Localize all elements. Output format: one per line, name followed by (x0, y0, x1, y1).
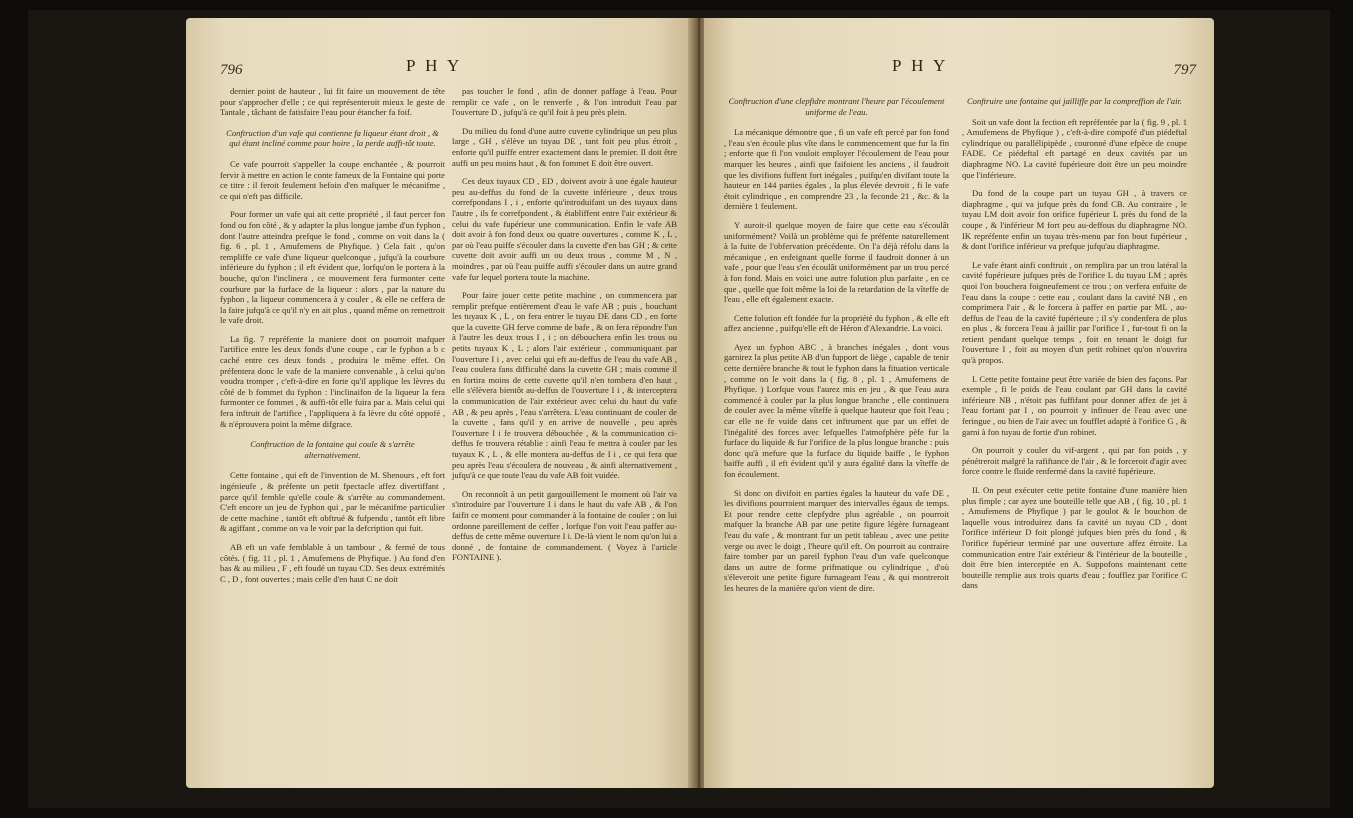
section-heading: Conftruction d'un vafe qui contienne fa liqueur étant droit , & qui étant incliné comme pour boire , la perde auffi-tôt toute. (226, 127, 439, 149)
paragraph: On pourroit y couler du vif-argent , qui par fon poids , y pénétreroit malgré la rafiftance de l'air , & le forceroit d'agir avec force contre le fluide renfermé dans la cavité fupérieure. (962, 445, 1187, 477)
page-number: 797 (1173, 62, 1196, 78)
right-page-column-2 (962, 86, 1187, 599)
paragraph: Soit un vafe dont la fection eft repréfentée par la ( fig. 9 , pl. 1 , Amufemens de Phyfique ) , c'eft-à-dire compofé d'un piédeftal cylindrique ou parallélipipède , couronné d'une efpèce de coupe FADE. Ce piédeftal eft partagé en deux cavités par un diaphragme NO. La cavité fupérieure doit être un peu moindre que l'inférieure. (962, 116, 1187, 180)
paragraph: Du fond de la coupe part un tuyau GH , à travers ce diaphragme , qui va jufque près du fond CB. Au contraire , le tuyau LM doit avoir fon orifice fupérieur L près du fond de la coupe , & l'inférieur M fort peu au-deffous du diaphragme NO. IK repréfente enfin un tuyau très-menu par fon bout fupérieur , & dont l'orifice inférieur va prefque jufqu'au diaphragme. (962, 188, 1187, 252)
paragraph: Pour former un vafe qui ait cette propriété , il faut percer fon fond ou fon côté , & y adapter la plus longue jambe d'un fyphon , dont l'autre atteindra prefque le fond , comme on voit dans la ( fig. 6 , pl. 1 , Amufemens de Phyfique. ) Cela fait , qu'on rempliffe ce vafe d'une liqueur quelconque , jufqu'à la courbure inférieure du fyphon ; il eft évident que, lorfqu'on le portera à la bouche, qu'on l'inclinera , ce mouvement fera furmonter cette courbure par la furface de la liqueur : alors , par la nature du fyphon , la liqueur commencera à y couler , & elle ne ceffera de la faire jufqu'à ce qu'il n'y en ait plus , quand même on remettroit le vafe droit. (220, 209, 445, 326)
paragraph: Cette fontaine , qui eft de l'invention de M. Shenours , eft fort ingénieufe , & préfente un petit fpectacle affez divertiffant , parce qu'il femble qu'elle coule & s'arrête au commandement. C'eft encore un jeu de fyphon qui , par le mécanifme particulier de cette machine , tantôt eft obftrué & fufpendu , tantôt eft libre & agiffant , comme on va le voir par la defcription qui fuit. (220, 470, 445, 534)
left-page-column-1 (220, 86, 445, 592)
paragraph: La mécanique démontre que , fi un vafe eft percé par fon fond , l'eau s'en écoule plus vîte dans le commencement que fur la fin ; enforte que fi l'on vouloit employer l'écoulement de l'eau pour marquer les heures , ainfi que faifoient les anciens , il faudroit que les divifions fuffent fort inégales , puifqu'en divifant toute la hauteur en 144 parties égales , la plus élevée devroit , fi le vafe étoit cylindrique , en comprendre 23 , la feconde 21 , &c. & la dernière 1 feulement. (724, 127, 949, 212)
paragraph: Ces deux tuyaux CD , ED , doivent avoir à une égale hauteur peu au-deffus du fond de la cuvette inférieure , deux trous correfpondans I , i , enforte qu'introduifant un des tuyaux dans l'autre , ils fe correfpondent , & établiffent entre l'air extérieur & celui du vafe fupérieur une communication. Enfin le vafe AB doit avoir à fon fond deux ou quatre ouvertures , comme K , L , par où l'eau puiffe s'écouler dans la cuvette d'en bas GH ; & cette cuvette doit avoir auffi un ou deux trous , comme M , N , moindres , par où l'eau puiffe auffi s'écouler dans un autre grand vafe fur lequel portera toute la machine. (452, 176, 677, 282)
section-heading: Conftruire une fontaine qui jailliffe par la compreffion de l'air. (966, 96, 1183, 106)
paragraph: Pour faire jouer cette petite machine , on commencera par remplir prefque entièrement d'eau le vafe AB ; puis , bouchant les tuyaux K , L , on fera entrer le tuyau DE dans CD , en forte que la cuvette GH ferve comme de bafe , & on fera répondre l'un à l'autre les deux trous I , i ; on débouchera enfin les trous ou petits tuyaux K , L ; alors l'air extérieur , communiquant par l'ouverture I i , avec celui qui eft au-deffus de l'eau du vafe AB , l'eau coulera fans difficulté dans la cuvette GH ; mais comme il en fortira moins de cette cuvette qu'il n'en tombera d'en haut , elle s'élèvera bientôt au-deffus de l'ouverture I i , & interceptera la communication de l'air extérieur avec celui du haut du vafe AB , & peu après , l'eau s'arrêtera. L'eau continuant de couler de la cuvette , fans qu'il y en arrive de nouvelle , peu après l'ouverture I i fe trouvera débouchée , & la communication ci-deffus fe trouvera rétablie : ainfi l'eau fe mettra à couler par les tuyaux K , L , & elle montera au-deffus de I i , ce qui fera que peu après l'eau s'écoulera de nouveau , & ainfi alternativement , jufqu'à ce que toute l'eau du vafe AB foit vuidée. (452, 290, 677, 481)
running-head: P H Y (406, 56, 463, 75)
paragraph: Ce vafe pourroit s'appeller la coupe enchantée , & pourroit fervir à mettre en action le conte fameux de la Fontaine qui porte ce titre : il feroit feulement befoin d'en mafquer le mécanifme , ce qui n'eft pas difficile. (220, 158, 445, 201)
running-head: P H Y (892, 56, 949, 75)
paragraph: Ayez un fyphon ABC , à branches inégales , dont vous garnirez la plus petite AB d'un fupport de liège , capable de tenir cette dernière branche & tout le fyphon dans la fituation verticale , comme on le voit dans la ( fig. 8 , pl. 1 , Amufemens de Phyfique. ) Lorfque vous l'aurez mis en jeu , & que l'eau aura commencé à couler par la plus longue branche , elle continuera de couler avec la même vîteffe à quelque hauteur que foit l'eau ; car elle ne fe vuide dans cet inftrument que par un effet de l'inégalité des forces avec lefquelles l'atmofphère pèfe fur la furface du liquide & fur l'orifice de la plus longue branche : puis donc qu'à mefure que la furface du liquide baiffe , le fyphon baiffe auffi , il eft évident qu'il y aura égalité dans la vîteffe de fon écoulement. (724, 341, 949, 479)
paragraph: Y auroit-il quelque moyen de faire que cette eau s'écoulât uniformément? Voilà un problème qui fe préfente naturellement à la fuite de l'obfervation précédente. On l'a déjà réfolu dans la mécanique , en enfeignant quelle forme il faudroit donner à un vafe , pour que l'eau s'en écoulât uniformément par un trou percé à fon fond. Mais en voici une autre folution plus parfaite , en ce que , quelle que foit même la loi de la retardation de la vîteffe de l'eau , elle eft également exacte. (724, 219, 949, 305)
paragraph: I. Cette petite fontaine peut être variée de bien des façons. Par exemple , fi le poids de l'eau coulant par GH dans la cavité inférieure NB , n'étoit pas fuffifant pour donner affez de jet à l'eau fortant par I , on pourroit y infinuer de l'eau avec une feringue , ou bien de l'air avec un foufflet adapté à l'orifice G , & garni à fon tuyau de fortie d'un robinet. (962, 373, 1187, 437)
section-heading: Conftruction d'une clepfidre montrant l'heure par l'écoulement uniforme de l'eau. (728, 96, 945, 117)
paragraph: Le vafe étant ainfi conftruit , on remplira par un trou latéral la cavité fupérieure jufques près de l'orifice L du tuyau LM ; après quoi l'on bouchera foigneufement ce trou ; on verfera enfuite de l'eau dans la coupe : cette eau , coulant dans la cavité NB , en comprimera l'air , & le forcera à paffer en partie par ML , au-deffus de l'eau de la cavité fupérieure ; il s'y condenfera de plus en plus , & forcera l'eau à jaillir par l'orifice I , fur-tout fi on la retient pendant quelque temps , foit en tenant le doigt fur l'ouverture I , foit au moyen d'un petit robinet qu'on n'ouvrira qu'à propos. (962, 259, 1187, 366)
right-page-header (704, 56, 1214, 80)
left-page-column-2 (452, 86, 677, 571)
paragraph: pas toucher le fond , afin de donner paffage à l'eau. Pour remplir ce vafe , on le renverfe , & l'on introduit l'eau par l'ouverture D , jufqu'à ce qu'il foit à peu près plein. (452, 86, 677, 118)
paragraph: La fig. 7 repréfente la maniere dont on pourroit mafquer l'artifice entre les deux fonds d'une coupe , car le fyphon a b c caché entre ces deux fonds , produira le même effet. On préfentera donc le vafe de la maniere convenable , à celui qu'on voudra tromper , c'eft-à-dire en forte qu'il applique les lèvres du côté de b fommet du fyphon : l'inclinaifon de la liqueur la fera furmonter ce fommet , & auffi-tôt elle fuira par a. Mais celui qui fera inftruit de l'artifice , l'appliquera à fa lèvre du côté oppofé , & n'éprouvera point la même difgrace. (220, 333, 445, 429)
paragraph: II. On peut exécuter cette petite fontaine d'une manière bien plus fimple ; car ayez une bouteille telle que AB , ( fig. 10 , pl. 1 , Amufemens de Phyfique ) par le goulot & le bouchon de laquelle vous introduirez dans fa cavité un tuyau CD , dont l'orifice inférieur D foit plongé jufques bien près du fond , & l'orifice fupérieur terminé par une ouverture affez étroite. La communication entre l'air extérieur & l'intérieur de la bouteille , doit être bien interceptée en A. Suppofons maintenant cette bouteille remplie aux trois quarts d'eau ; foufflez par l'orifice C dans (962, 485, 1187, 591)
paragraph: dernier point de hauteur , lui fit faire un mouvement de tête pour s'approcher d'elle ; ce qui représenteroit mieux le geste de Tantale , tâchant de fatisfaire l'eau pour étancher fa foif. (220, 86, 445, 118)
right-page-column-1 (724, 86, 949, 602)
page-number: 796 (220, 62, 243, 78)
left-page-header (186, 56, 694, 80)
paragraph: On reconnoît à un petit gargouillement le moment où l'air va s'introduire par l'ouverture I i dans le haut du vafe AB , & l'on faifit ce moment pour commander à la fontaine de couler ; on lui ordonne pareillement de ceffer , lorfque l'on voit l'eau paffer au-deffus de cette même ouverture I i. De-là vient le nom qu'on lui a donné , de fontaine de commandement. ( Voyez à l'article FONTAINE ). (452, 488, 677, 563)
right-page (704, 18, 1214, 788)
paragraph: Si donc on divifoit en parties égales la hauteur du vafe DE , les divifions pourroient marquer des intervalles égaux de temps. Et pour rendre cette clepfydre plus agréable , on pourroit mafquer la branche AB par une petite figure légère furnageant l'eau du vafe , & montrant fur un petit tableau , avec une petite verge ou avec le doigt , l'heure qu'il eft. On pourroit au contraire faire tomber par un pareil fyphon l'eau d'un vafe quelconque dans un autre de forme prifmatique ou cylindrique , d'où s'éleveroit une petite figure furnageant l'eau , & qui montreroit les heures de la manière qu'on vient de dire. (724, 487, 949, 593)
paragraph: Du milieu du fond d'une autre cuvette cylindrique un peu plus large , GH , s'élève un tuyau DE , tant foit peu plus étroit , enforte qu'il puiffe entrer exactement dans le premier. Il doit être auffi un peu moins haut , & fon fommet E doit être ouvert. (452, 125, 677, 168)
section-heading: Conftruction de la fontaine qui coule & s'arrête alternativement. (250, 439, 415, 460)
left-page (186, 18, 694, 788)
paragraph: AB eft un vafe femblable à un tambour , & fermé de tous côtés. ( fig. 11 , pl. 1 , Amufemens de Phyfique. ) Au fond d'en bas & au milieu , F , eft foudé un tuyau CD. Ses deux extrémités C , D , font ouvertes ; mais celle d'en haut C ne doit (220, 541, 445, 584)
paragraph: Cette folution eft fondée fur la propriété du fyphon , & elle eft affez ancienne , puifqu'elle eft de Héron d'Alexandrie. La voici. (724, 312, 949, 334)
